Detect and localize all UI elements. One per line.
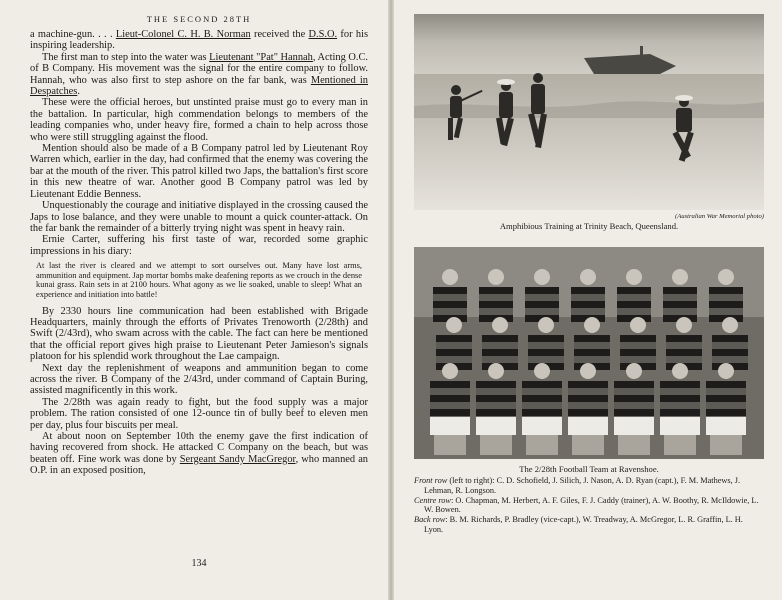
text-run: At about noon on September 10th the enemy gave the first indication of having recovered from shock. He attacked C Company on the beach, but was beaten off. Fine work was done by	[30, 430, 368, 465]
team-roster	[414, 476, 764, 535]
photo-amphibious-training	[414, 14, 764, 210]
paragraph-8: Next day the replenishment of weapons and ammunition began to come across the river. B Company of the 2/43rd, under command of Captain Buring, assisted magnificently in this work.	[30, 362, 368, 397]
roster-names: : O. Chapman, M. Herbert, A. F. Giles, F. J. Caddy (trainer), A. W. Boothy, R. McIldowie, L. W. Bowen.	[424, 495, 759, 515]
roster-row-label: Centre row	[414, 495, 451, 505]
photo-credit: (Australian War Memorial photo)	[675, 213, 764, 220]
photo-1-caption: Amphibious Training at Trinity Beach, Queensland.	[499, 221, 679, 231]
text-run: The first man to step into the water was	[42, 51, 210, 63]
roster-names: (left to right): C. D. Schofield, J. Silich, J. Nason, A. D. Ryan (capt.), F. M. Mathews, J. Lehman, R. Longson.	[424, 476, 741, 495]
roster-back-row	[414, 515, 764, 535]
team-photo-illustration	[414, 247, 764, 459]
roster-front-row	[414, 476, 764, 496]
text-run: .	[77, 86, 80, 98]
paragraph-1	[30, 29, 368, 52]
paragraph-5: Unquestionably the courage and initiative displayed in the crossing caused the Japs to lose balance, and they were unable to mount a quick counter-attack. On the far bank the remainder of a bitterly trying night was spent in heavy rain.	[30, 200, 368, 234]
diary-quote: At last the river is cleared and we attempt to sort ourselves out. Many have lost arms, ammunition and equipment. Jap mortar bombs make deafening reports as we crouch in the dense kunai grass. Rain sets in at 2100 hours. What agony as we lie soaked, unable to sleep! What an experience and initiation into battle!	[36, 261, 362, 299]
text-run: received the	[250, 29, 309, 40]
paragraph-9: The 2/28th was again ready to fight, but the food supply was a major problem. The ration consisted of one 12-ounce tin of bully beef to eleven men per day, plus four biscuits per meal.	[30, 396, 368, 431]
text-run: for his inspiring leadership.	[30, 29, 368, 52]
paragraph-7: By 2330 hours line communication had been established with Brigade Headquarters, mainly through the efforts of Privates Trenoworth (2/28th) and Swift (2/43rd), who swam across with the cable. The fact can here be mentioned that the official report gives high praise to Lieutenant Peter Jamieson's signals platoon for his splendid work throughout the Lae campaign.	[30, 305, 368, 363]
text-run: , Acting O.C. of B Company. His movement was the signal for the entire company to follow. Hannah, who was also first to step ashore on the far bank, was	[30, 51, 369, 86]
paragraph-10	[30, 431, 368, 477]
paragraph-3: These were the official heroes, but unstinted praise must go to every man in the battalion. In particular, high commendation belongs to members of the leading companies who, under heavy fire, formed a chain to help across those who were still struggling against the flood.	[30, 97, 368, 143]
body-text-continued	[30, 306, 368, 477]
underlined-name-hannah: Lieutenant "Pat" Hannah	[209, 51, 313, 63]
photo-2-caption: The 2/28th Football Team at Ravenshoe.	[519, 464, 659, 474]
roster-row-label: Front row	[414, 476, 448, 485]
text-run: , who manned an O.P. in an exposed position,	[30, 453, 368, 477]
roster-row-label: Back row	[414, 515, 446, 525]
underlined-award-mid: Mentioned in Despatches	[30, 74, 368, 98]
roster-centre-row	[414, 496, 764, 516]
right-page	[414, 14, 764, 535]
underlined-name-macgregor: Sergeant Sandy MacGregor	[179, 453, 296, 465]
roster-names: : B. M. Richards, P. Bradley (vice-capt.), W. Treadway, A. McGregor, L. R. Graffin, L. H. Lyon.	[424, 515, 743, 534]
left-page	[30, 14, 368, 477]
underlined-award-dso: D.S.O.	[308, 29, 338, 40]
text-run: a machine-gun. . . .	[30, 29, 116, 40]
book-gutter	[388, 0, 394, 600]
paragraph-2	[30, 52, 368, 98]
running-head: THE SECOND 28TH	[146, 14, 252, 24]
photo-football-team	[414, 247, 764, 459]
underlined-name-norman: Lieut-Colonel C. H. B. Norman	[115, 29, 251, 40]
beach-photo-illustration	[414, 14, 764, 210]
body-text	[30, 29, 368, 257]
paragraph-4: Mention should also be made of a B Company patrol led by Lieutenant Roy Warren which, earlier in the day, had confirmed that the enemy was covering the bar at the mouth of the river. This patrol killed two Japs, the battalion's first score in this new theatre of war. Another good B Company patrol was led by Lieutenant Eddie Benness.	[30, 143, 368, 200]
page-number: 134	[191, 558, 207, 569]
paragraph-6: Ernie Carter, suffering his first taste of war, recorded some graphic impressions in his diary:	[30, 234, 368, 257]
